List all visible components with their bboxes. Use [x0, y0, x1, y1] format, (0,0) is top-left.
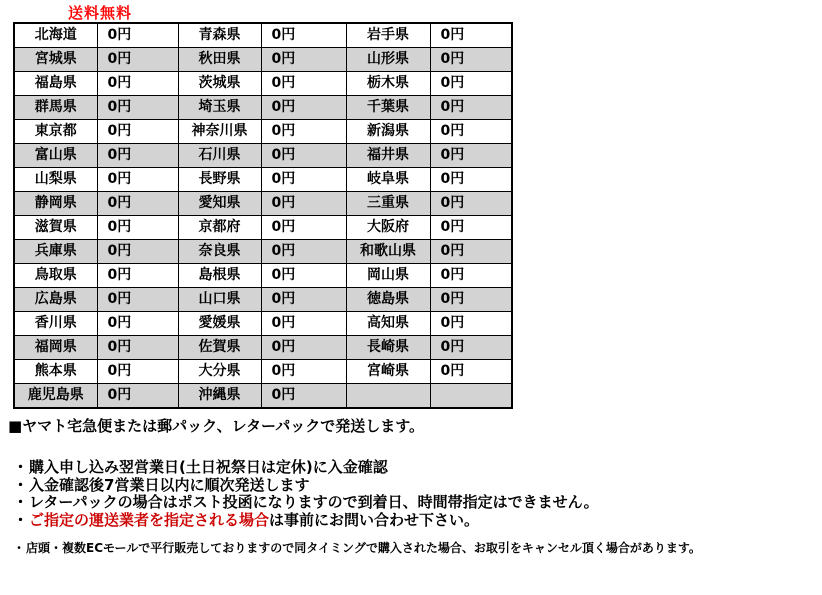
prefecture-cell: 兵庫県 — [14, 240, 97, 264]
prefecture-cell: 香川県 — [14, 312, 97, 336]
note-red-text: ご指定の運送業者を指定される場合 — [29, 510, 270, 529]
fee-cell: 0円 — [261, 360, 346, 384]
fee-cell: 0円 — [261, 336, 346, 360]
prefecture-cell: 福岡県 — [14, 336, 97, 360]
prefecture-cell — [346, 384, 430, 409]
fee-cell: 0円 — [97, 288, 178, 312]
note-line — [13, 477, 599, 495]
fee-cell: 0円 — [261, 216, 346, 240]
table-row — [14, 192, 512, 216]
prefecture-cell: 山形県 — [346, 48, 430, 72]
fee-cell: 0円 — [97, 168, 178, 192]
table-row — [14, 120, 512, 144]
fee-cell: 0円 — [261, 384, 346, 409]
note-bullet: ・ — [13, 541, 26, 555]
prefecture-cell: 大阪府 — [346, 216, 430, 240]
fee-cell: 0円 — [430, 144, 512, 168]
prefecture-cell: 埼玉県 — [178, 96, 261, 120]
table-row — [14, 72, 512, 96]
prefecture-cell: 北海道 — [14, 23, 97, 48]
fee-cell: 0円 — [430, 192, 512, 216]
prefecture-cell: 鹿児島県 — [14, 384, 97, 409]
fee-cell: 0円 — [97, 240, 178, 264]
note-text: 入金確認後7営業日以内に順次発送します — [29, 475, 310, 494]
fee-cell: 0円 — [430, 336, 512, 360]
prefecture-cell: 滋賀県 — [14, 216, 97, 240]
table-row — [14, 384, 512, 409]
prefecture-cell: 茨城県 — [178, 72, 261, 96]
prefecture-cell: 長野県 — [178, 168, 261, 192]
shipping-method-heading: ■ヤマト宅急便または郵パック、レターパックで発送します。 — [8, 417, 425, 435]
fee-cell: 0円 — [430, 96, 512, 120]
prefecture-cell: 鳥取県 — [14, 264, 97, 288]
prefecture-cell: 広島県 — [14, 288, 97, 312]
note-text: レターパックの場合はポスト投函になりますので到着日、時間帯指定はできません。 — [29, 493, 599, 512]
fee-cell: 0円 — [97, 312, 178, 336]
fee-cell: 0円 — [430, 312, 512, 336]
prefecture-cell: 山口県 — [178, 288, 261, 312]
prefecture-cell: 岡山県 — [346, 264, 430, 288]
table-row — [14, 240, 512, 264]
prefecture-cell: 愛媛県 — [178, 312, 261, 336]
prefecture-cell: 岩手県 — [346, 23, 430, 48]
fee-cell: 0円 — [430, 168, 512, 192]
table-row — [14, 168, 512, 192]
note-bullet: ・ — [13, 510, 29, 529]
fee-cell: 0円 — [261, 168, 346, 192]
table-row — [14, 96, 512, 120]
prefecture-cell: 新潟県 — [346, 120, 430, 144]
prefecture-cell: 岐阜県 — [346, 168, 430, 192]
shipping-table-body — [14, 23, 512, 408]
table-row — [14, 288, 512, 312]
prefecture-cell: 熊本県 — [14, 360, 97, 384]
fee-cell: 0円 — [261, 144, 346, 168]
prefecture-cell: 静岡県 — [14, 192, 97, 216]
free-shipping-label: 送料無料 — [68, 4, 133, 22]
fee-cell: 0円 — [261, 72, 346, 96]
fee-cell: 0円 — [97, 120, 178, 144]
prefecture-cell: 神奈川県 — [178, 120, 261, 144]
fee-cell: 0円 — [261, 240, 346, 264]
fee-cell: 0円 — [97, 336, 178, 360]
prefecture-cell: 京都府 — [178, 216, 261, 240]
fee-cell: 0円 — [261, 120, 346, 144]
note-bullet: ・ — [13, 493, 29, 512]
disclaimer-text: 店頭・複数ECモールで平行販売しておりますので同タイミングで購入された場合、お取引をキャンセル頂く場合があります。 — [26, 541, 701, 555]
fee-cell: 0円 — [97, 264, 178, 288]
prefecture-cell: 山梨県 — [14, 168, 97, 192]
fee-cell: 0円 — [97, 23, 178, 48]
prefecture-cell: 栃木県 — [346, 72, 430, 96]
disclaimer-note — [13, 539, 701, 556]
fee-cell: 0円 — [97, 96, 178, 120]
prefecture-cell: 徳島県 — [346, 288, 430, 312]
prefecture-cell: 福島県 — [14, 72, 97, 96]
fee-cell: 0円 — [97, 144, 178, 168]
prefecture-cell: 富山県 — [14, 144, 97, 168]
prefecture-cell: 福井県 — [346, 144, 430, 168]
fee-cell: 0円 — [261, 264, 346, 288]
prefecture-cell: 沖縄県 — [178, 384, 261, 409]
prefecture-cell: 佐賀県 — [178, 336, 261, 360]
table-row — [14, 23, 512, 48]
table-row — [14, 48, 512, 72]
table-row — [14, 360, 512, 384]
fee-cell: 0円 — [430, 72, 512, 96]
table-row — [14, 216, 512, 240]
fee-cell: 0円 — [261, 23, 346, 48]
table-row — [14, 264, 512, 288]
fee-cell: 0円 — [97, 384, 178, 409]
fee-cell: 0円 — [261, 96, 346, 120]
fee-cell: 0円 — [430, 48, 512, 72]
fee-cell: 0円 — [430, 360, 512, 384]
fee-cell: 0円 — [430, 240, 512, 264]
prefecture-cell: 和歌山県 — [346, 240, 430, 264]
fee-cell: 0円 — [261, 312, 346, 336]
note-bullet: ・ — [13, 458, 29, 476]
fee-cell: 0円 — [261, 288, 346, 312]
fee-cell: 0円 — [97, 360, 178, 384]
note-bullet: ・ — [13, 475, 29, 494]
note-line — [13, 512, 599, 530]
prefecture-cell: 秋田県 — [178, 48, 261, 72]
note-line — [13, 494, 599, 512]
prefecture-cell: 島根県 — [178, 264, 261, 288]
note-text: 購入申し込み翌営業日(土日祝祭日は定休)に入金確認 — [29, 458, 388, 476]
fee-cell: 0円 — [430, 288, 512, 312]
fee-cell: 0円 — [261, 192, 346, 216]
fee-cell: 0円 — [430, 264, 512, 288]
fee-cell: 0円 — [261, 48, 346, 72]
prefecture-cell: 長崎県 — [346, 336, 430, 360]
note-line — [13, 459, 599, 477]
shipping-fee-table — [13, 22, 513, 409]
table-row — [14, 312, 512, 336]
fee-cell: 0円 — [430, 216, 512, 240]
prefecture-cell: 奈良県 — [178, 240, 261, 264]
prefecture-cell: 群馬県 — [14, 96, 97, 120]
notes-list — [13, 459, 599, 529]
fee-cell: 0円 — [97, 216, 178, 240]
fee-cell: 0円 — [97, 48, 178, 72]
prefecture-cell: 宮崎県 — [346, 360, 430, 384]
prefecture-cell: 東京都 — [14, 120, 97, 144]
fee-cell — [430, 384, 512, 409]
prefecture-cell: 愛知県 — [178, 192, 261, 216]
table-row — [14, 336, 512, 360]
fee-cell: 0円 — [430, 120, 512, 144]
prefecture-cell: 三重県 — [346, 192, 430, 216]
prefecture-cell: 青森県 — [178, 23, 261, 48]
fee-cell: 0円 — [430, 23, 512, 48]
prefecture-cell: 高知県 — [346, 312, 430, 336]
fee-cell: 0円 — [97, 72, 178, 96]
fee-cell: 0円 — [97, 192, 178, 216]
prefecture-cell: 大分県 — [178, 360, 261, 384]
table-row — [14, 144, 512, 168]
prefecture-cell: 千葉県 — [346, 96, 430, 120]
note-text: は事前にお問い合わせ下さい。 — [269, 510, 480, 529]
prefecture-cell: 宮城県 — [14, 48, 97, 72]
prefecture-cell: 石川県 — [178, 144, 261, 168]
